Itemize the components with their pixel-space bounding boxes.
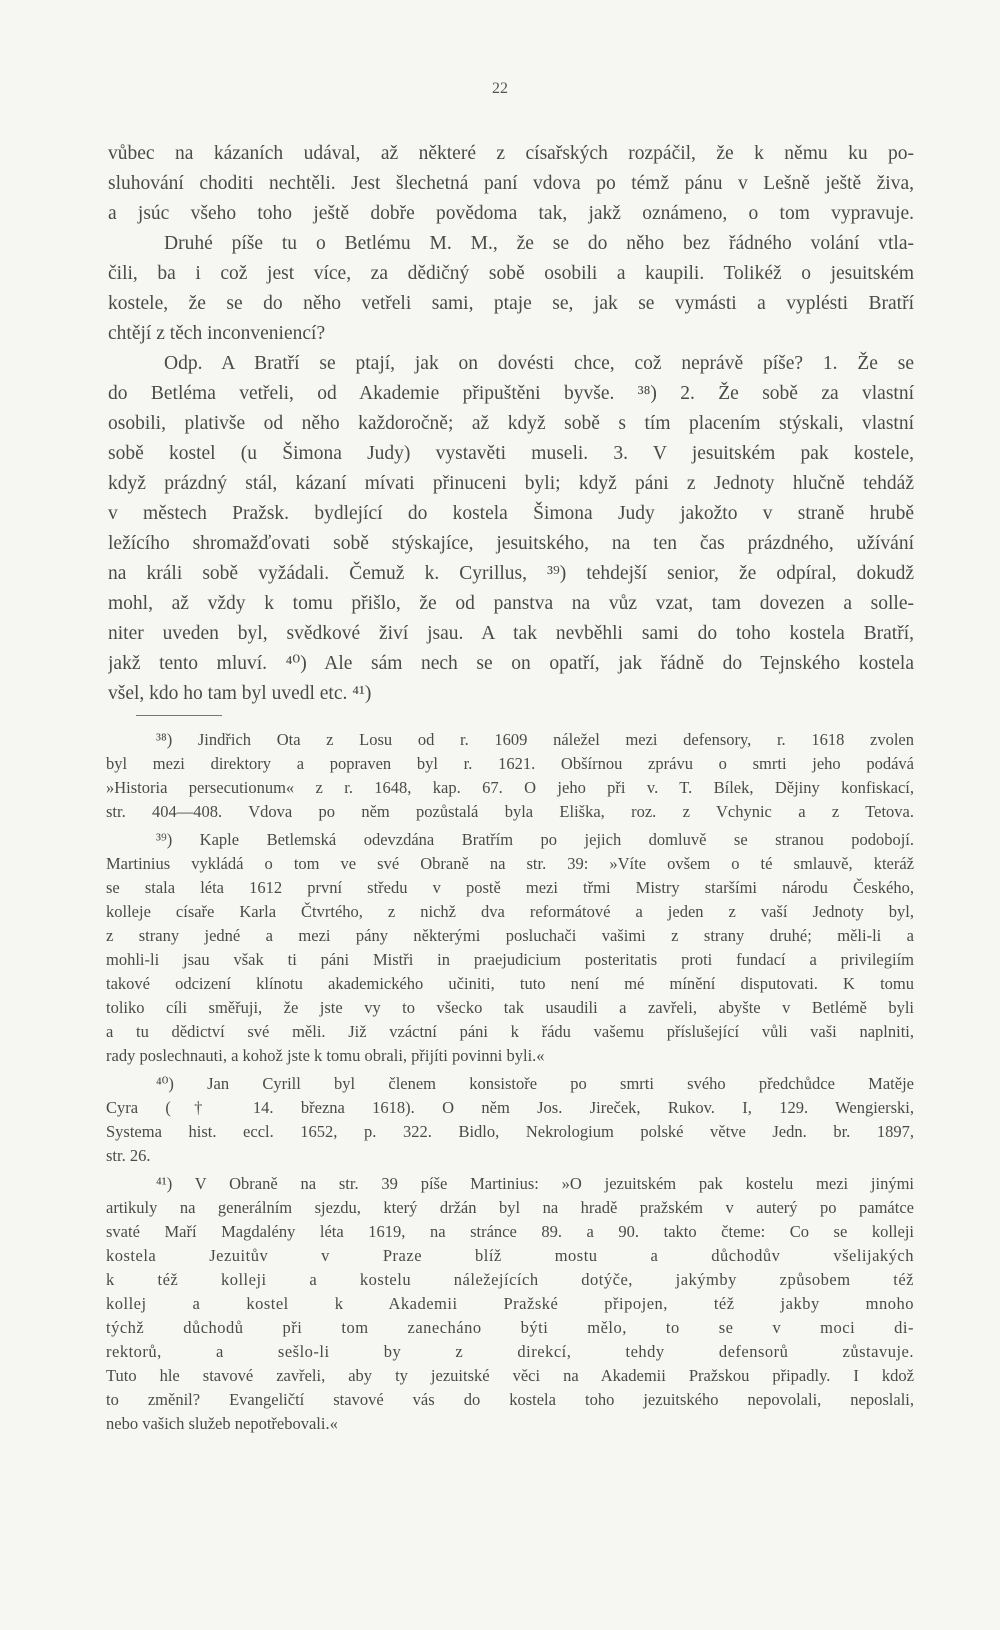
footnote-separator: [136, 715, 222, 716]
footnote-line: nebo vašich služeb nepotřebovali.«: [106, 1414, 338, 1433]
text-line: vůbec na kázaních udával, až některé z císařských rozpáčil, že k němu ku po-: [108, 143, 914, 164]
footnote-41: [106, 1172, 914, 1436]
text-line: sluhování choditi nechtěli. Jest šlechetná paní vdova po témž pánu v Lešně ještě živa,: [108, 173, 914, 194]
footnote-line: svaté Maří Magdalény léta 1619, na stránce 89. a 90. takto čteme: Co se kolleji: [106, 1222, 914, 1241]
footnote-line: ³⁹) Kaple Betlemská odevzdána Bratřím po jejich domluvě se stranou podobojí.: [156, 830, 914, 849]
footnote-line: byl mezi direktory a popraven byl r. 1621. Obšírnou zprávu o smrti jeho podává: [106, 754, 914, 773]
footnote-line: str. 404—408. Vdova po něm pozůstalá byla Eliška, roz. z Vchynic a z Tetova.: [106, 802, 914, 821]
text-line: do Betléma vetřeli, od Akademie připuštěni byvše. ³⁸) 2. Že sobě za vlastní: [108, 383, 914, 404]
footnote-line: str. 26.: [106, 1146, 151, 1165]
footnote-line: kollej a kostel k Akademii Pražské připojen, též jakby mnoho: [106, 1294, 914, 1313]
footnote-line: artikuly na generálním sjezdu, který držán byl na hradě pražském v auterý po památce: [106, 1198, 914, 1217]
text-line: mohl, až vždy k tomu přišlo, že od panstva na vůz vzat, tam dovezen a solle-: [108, 593, 914, 614]
text-line: Druhé píše tu o Betlému M. M., že se do něho bez řádného volání vtla-: [164, 233, 914, 254]
footnote-line: ⁴¹) V Obraně na str. 39 píše Martinius: »O jezuitském pak kostelu mezi jinými: [156, 1174, 914, 1193]
text-line: osobili, plativše od něho každoročně; až když sobě s tím placením stýskali, vlastní: [108, 413, 914, 434]
text-line: niter uveden byl, svědkové živí jsau. A tak nevběhli sami do toho kostela Bratří,: [108, 623, 914, 644]
footnote-line: rady poslechnauti, a kohož jste k tomu obrali, přijíti povinni byli.«: [106, 1046, 545, 1065]
text-line: chtějí z těch inconveniencí?: [108, 323, 326, 344]
footnote-40: [106, 1072, 914, 1168]
footnote-line: takové odcizení klínotu akademického učiniti, tuto není mé mínění disputovati. K tomu: [106, 974, 914, 993]
text-line: čili, ba i což jest více, za dědičný sobě osobili a kaupili. Tolikéž o jesuitském: [108, 263, 914, 284]
footnote-line: ⁴⁰) Jan Cyrill byl členem konsistoře po smrti svého předchůdce Matěje: [156, 1074, 914, 1093]
footnote-39: [106, 828, 914, 1068]
text-line: jakž tento mluví. ⁴⁰) Ale sám nech se on opatří, jak řádně do Tejnského kostela: [108, 653, 914, 674]
main-text: [108, 139, 914, 709]
text-line: sobě kostel (u Šimona Judy) vystavěti museli. 3. V jesuitském pak kostele,: [108, 443, 914, 464]
footnote-line: Martinius vykládá o tom ve své Obraně na str. 39: »Víte ovšem o té smlauvě, kteráž: [106, 854, 914, 873]
text-line: a jsúc všeho toho ještě dobře povědoma tak, jakž oznámeno, o tom vypravuje.: [108, 203, 914, 224]
footnotes: [106, 728, 914, 1436]
footnote-line: kostela Jezuitův v Praze blíž mostu a důchodův všelijakých: [106, 1246, 914, 1265]
footnote-line: týchž důchodů při tom zanecháno býti mělo, to se v moci di-: [106, 1318, 914, 1337]
text-line: když prázdný stál, kázaní mívati přinuceni byli; když páni z Jednoty hlučně tehdáž: [108, 473, 914, 494]
footnote-line: k též kolleji a kostelu náležejících dotýče, jakýmby způsobem též: [106, 1270, 914, 1289]
footnote-line: Cyra († 14. března 1618). O něm Jos. Jireček, Rukov. I, 129. Wengierski,: [106, 1098, 914, 1117]
text-line: ležícího shromažďovati sobě stýskajíce, jesuitského, na ten čas prázdného, užívání: [108, 533, 914, 554]
footnote-line: se stala léta 1612 první středu v postě mezi třmi Mistry staršími národu Českého,: [106, 878, 914, 897]
footnote-line: toliko cíli směřuji, že jste vy to všecko tak usaudili a zavřeli, abyšte v Betlémě byli: [106, 998, 914, 1017]
footnote-line: to změnil? Evangeličtí stavové vás do kostela toho jezuitského nepovolali, neposlali,: [106, 1390, 914, 1409]
footnote-38: [106, 728, 914, 824]
footnote-line: a tu dědictví své měli. Již vzáctní páni k řádu vašemu příslušející vůli vaši naplniti,: [106, 1022, 914, 1041]
text-line: na králi sobě vyžádali. Čemuž k. Cyrillus, ³⁹) tehdejší senior, že odpíral, dokudž: [108, 563, 914, 584]
text-line: kostele, že se do něho vetřeli sami, ptaje se, jak se vymásti a vyplésti Bratří: [108, 293, 914, 314]
text-line: všel, kdo ho tam byl uvedl etc. ⁴¹): [108, 683, 372, 704]
footnote-line: ³⁸) Jindřich Ota z Losu od r. 1609 náležel mezi defensory, r. 1618 zvolen: [156, 730, 914, 749]
text-line: v městech Pražsk. bydlející do kostela Šimona Judy jakožto v straně hrubě: [108, 503, 914, 524]
page-number: 22: [492, 80, 508, 97]
text-line: Odp. A Bratří se ptají, jak on dovésti chce, což neprávě píše? 1. Že se: [164, 353, 914, 374]
footnote-line: rektorů, a sešlo-li by z direkcí, tehdy defensorů zůstavuje.: [106, 1342, 914, 1361]
footnote-line: z strany jedné a mezi pány některými posluchači vašimi z strany druhé; měli-li a: [106, 926, 914, 945]
footnote-line: »Historia persecutionum« z r. 1648, kap. 67. O jeho při v. T. Bílek, Dějiny konfiskací,: [106, 778, 914, 797]
footnote-line: Tuto hle stavové zavřeli, aby ty jezuitské věci na Akademii Pražskou připadly. I kdož: [106, 1366, 914, 1385]
footnote-line: Systema hist. eccl. 1652, p. 322. Bidlo, Nekrologium polské větve Jedn. br. 1897,: [106, 1122, 914, 1141]
footnote-line: mohli-li jsau však ti páni Mistři in praejudicium posteritatis proti fundací a privilegiím: [106, 950, 914, 969]
footnote-line: kolleje císaře Karla Čtvrtého, z nichž dva reformátové a jeden z vaší Jednoty byl,: [106, 902, 914, 921]
